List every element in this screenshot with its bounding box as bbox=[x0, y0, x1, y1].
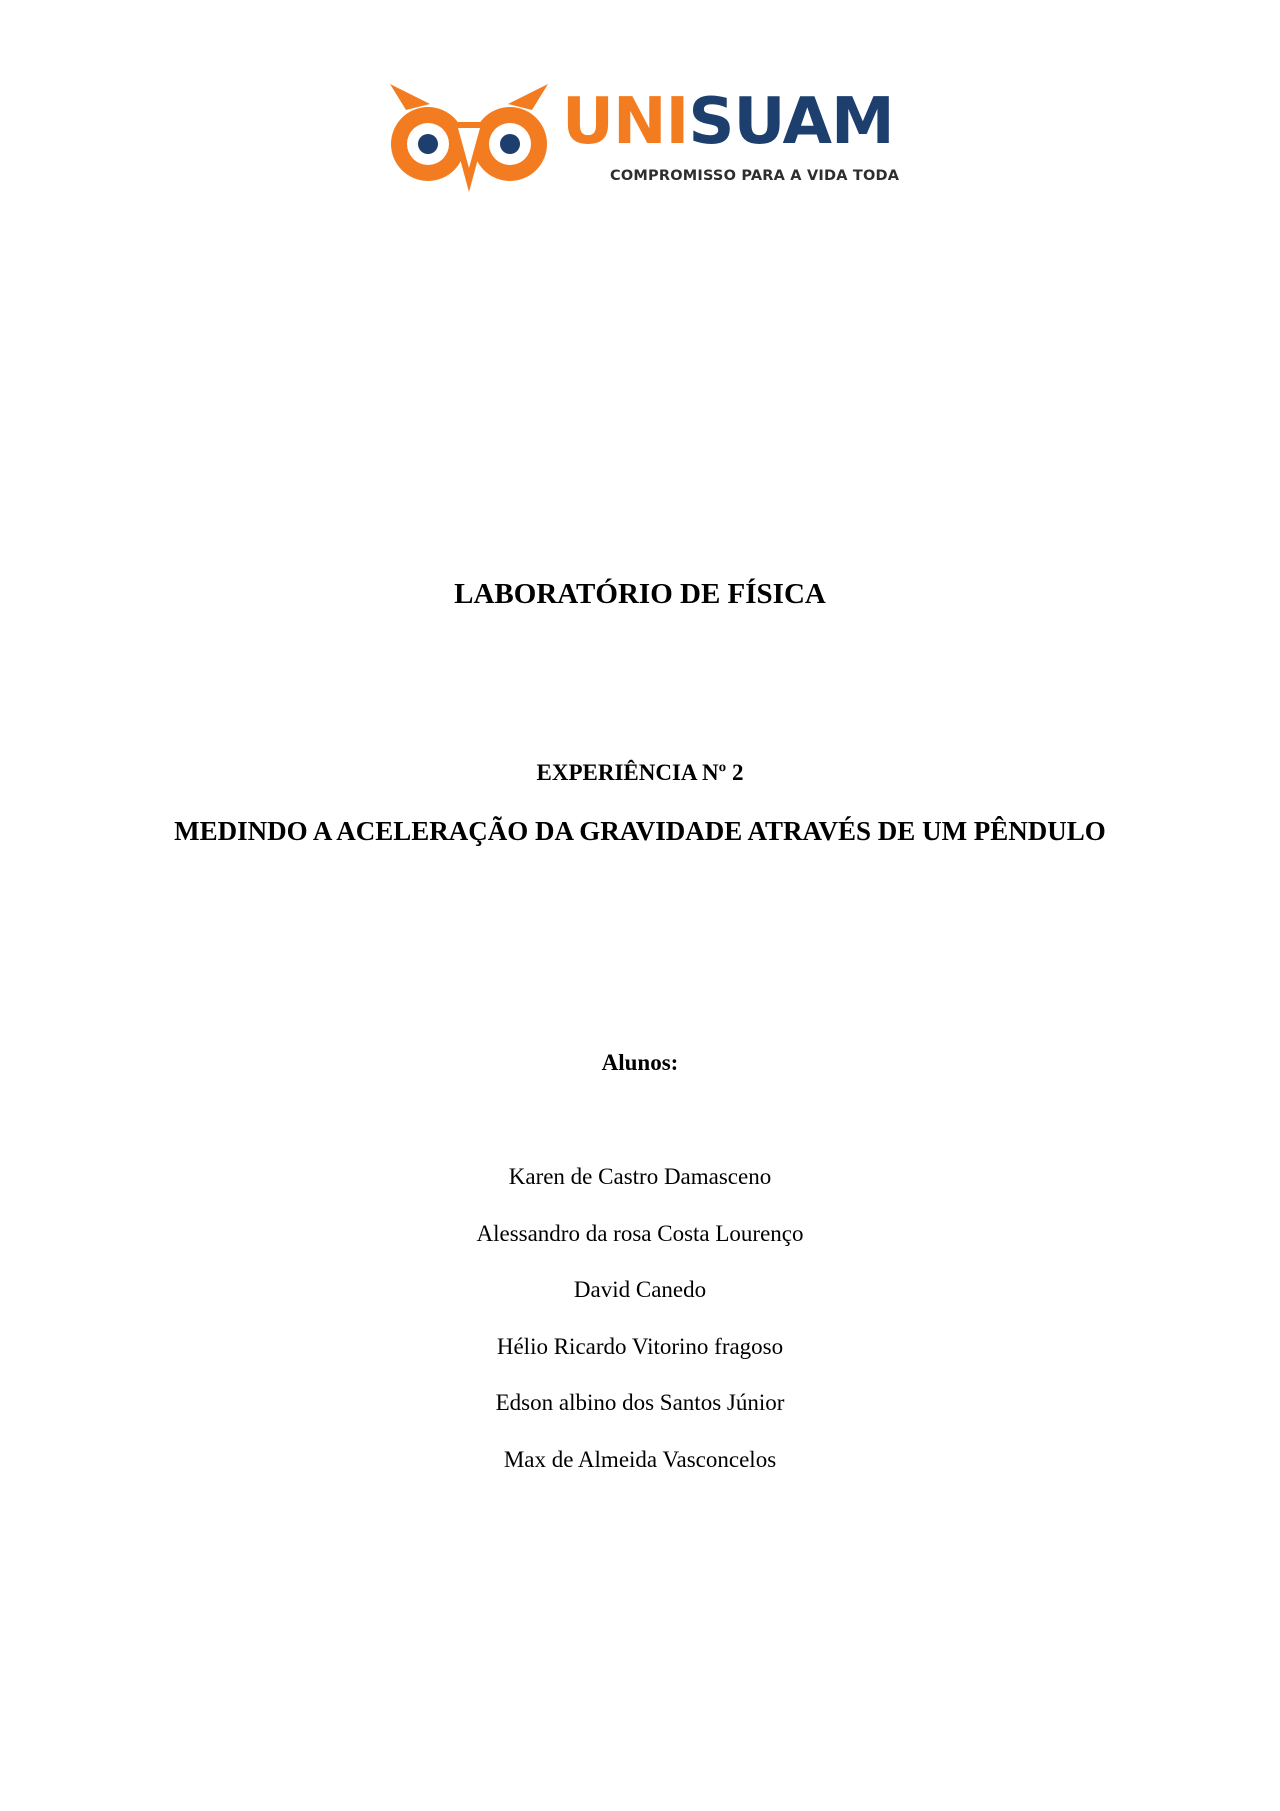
student-name: Max de Almeida Vasconcelos bbox=[503, 1446, 777, 1472]
document-title: LABORATÓRIO DE FÍSICA bbox=[454, 578, 826, 610]
students-heading: Alunos: bbox=[601, 1050, 679, 1075]
logo-wordmark-uni: UNI bbox=[562, 85, 689, 159]
experiment-number: EXPERIÊNCIA Nº 2 bbox=[536, 760, 744, 785]
student-name: David Canedo bbox=[573, 1277, 707, 1302]
logo-tagline: COMPROMISSO PARA A VIDA TODA bbox=[610, 168, 900, 184]
student-name: Edson albino dos Santos Júnior bbox=[495, 1390, 785, 1415]
student-name: Karen de Castro Damasceno bbox=[508, 1164, 772, 1189]
owl-icon bbox=[384, 80, 554, 202]
experiment-title: MEDINDO A ACELERAÇÃO DA GRAVIDADE ATRAVÉS DE UM PÊNDULO bbox=[174, 816, 1106, 846]
logo-wordmark bbox=[562, 86, 894, 158]
students-list bbox=[0, 1163, 1280, 1502]
unisuam-logo bbox=[384, 80, 949, 202]
student-name: Hélio Ricardo Vitorino fragoso bbox=[496, 1333, 784, 1359]
student-name: Alessandro da rosa Costa Lourenço bbox=[476, 1220, 804, 1246]
logo-wordmark-suam: SUAM bbox=[688, 85, 894, 159]
